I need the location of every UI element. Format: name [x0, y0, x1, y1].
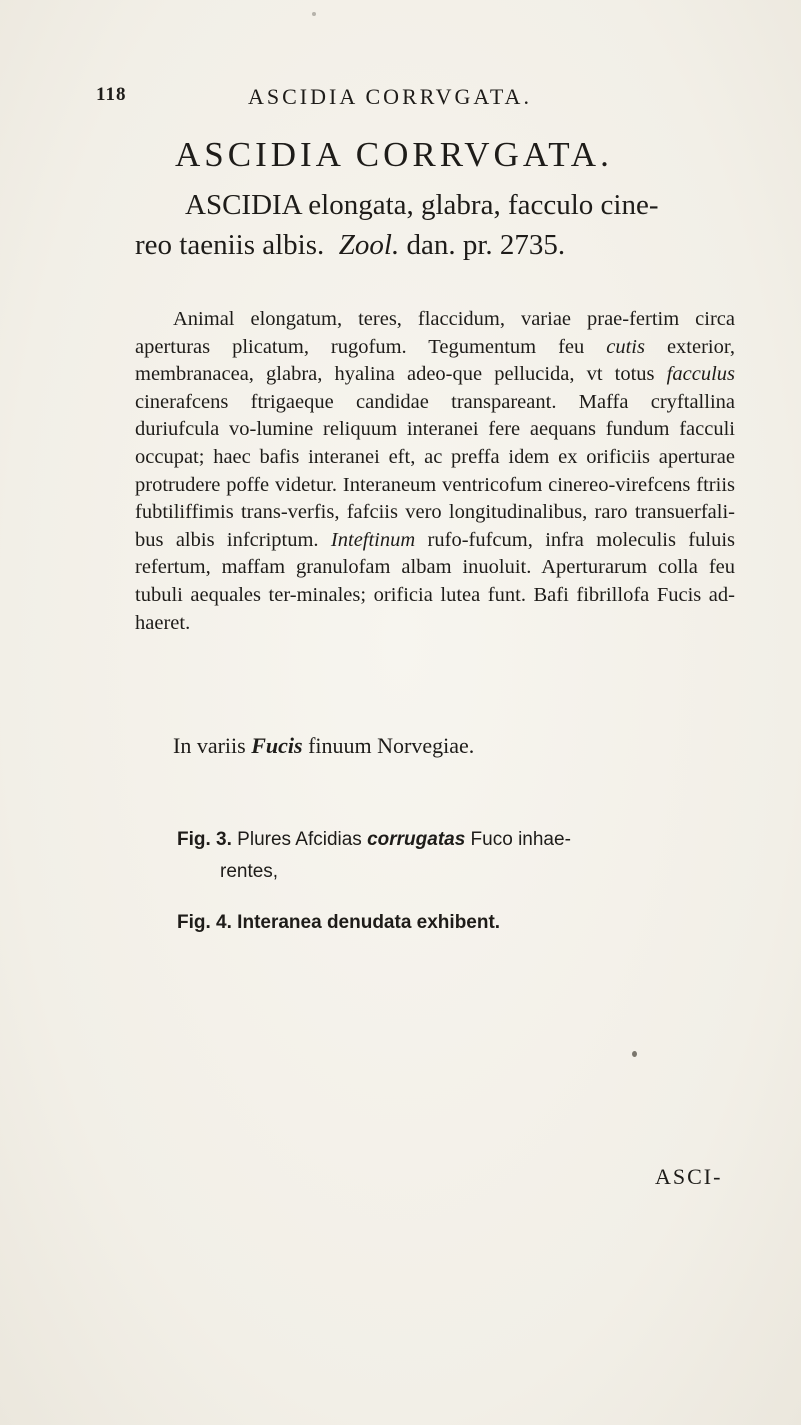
diagnosis-line-2: [135, 225, 735, 265]
figure-4-text: Interanea denudata exhibent.: [231, 912, 501, 933]
figure-3-italic: corrugatas: [367, 829, 466, 850]
reference-detail: dan. pr. 2735.: [399, 229, 566, 261]
figure-3-caption: [177, 826, 571, 854]
habitat-suffix: finuum Norvegiae.: [302, 733, 475, 758]
description-text: [135, 306, 735, 637]
habitat-prefix: In variis: [173, 733, 252, 758]
running-head: [96, 84, 716, 114]
reference-abbrev: Zool.: [338, 229, 400, 261]
description-part-3: cinerafcens ftrigaeque candidae transpareant. Maffa cryftallina duriufcula vo-lumine reliquum interanei fere aequans fundum facculi occupat; haec bafis interanei eft, ac preffa idem ex orificiis aperturae protrudere poffe videtur. Interaneum ventricofum cinereo-virefcens ftriis fubtiliffimis trans-verfis, fafciis vero longitudinalibus, raro transuerfali-bus albis infcriptum.: [135, 390, 735, 551]
figure-3-text-a: Plures Afcidias: [231, 829, 368, 850]
term-facculus: facculus: [666, 363, 735, 386]
habitat-fucis: Fucis: [251, 733, 303, 758]
ink-spot: [632, 1051, 637, 1057]
figure-4-label: Fig. 4.: [177, 912, 232, 933]
species-diagnosis: [135, 185, 735, 265]
ink-spot: [312, 12, 316, 16]
term-inteftinum: Inteftinum: [330, 528, 416, 551]
description-paragraph: [135, 306, 735, 637]
habitat-line: [173, 733, 474, 759]
figure-4-caption: [177, 909, 500, 937]
diagnosis-text-2: reo taeniis albis.: [135, 229, 325, 261]
description-part-2: exterior, membranacea, glabra, hyalina adeo-que pellucida, vt totus: [135, 335, 736, 386]
description-part-1: Animal elongatum, teres, flaccidum, variae prae-fertim circa aperturas plicatum, rugofum. Tegumentum feu: [135, 308, 735, 358]
figure-3-caption-cont: rentes,: [220, 861, 279, 882]
page-number: 118: [96, 84, 127, 105]
page-title: ASCIDIA CORRVGATA.: [175, 135, 613, 174]
diagnosis-genus: ASCIDIA: [185, 189, 302, 221]
figure-3-label: Fig. 3.: [177, 829, 232, 850]
description-part-4: rufo-fufcum, infra moleculis fuluis refertum, maffam granulofam albam inuoluit. Aperturarum colla feu tubuli aequales ter-minales; orificia lutea funt. Bafi fibrillofa Fucis ad-haeret.: [135, 528, 736, 634]
diagnosis-line-1: [135, 185, 735, 225]
diagnosis-text: elongata, glabra, facculo cine-: [301, 189, 659, 221]
running-title: ASCIDIA CORRVGATA.: [248, 84, 532, 109]
term-cutis: cutis: [606, 335, 645, 358]
figure-3-text-b: Fuco inhae-: [465, 829, 571, 850]
catchword: ASCI-: [655, 1164, 723, 1189]
